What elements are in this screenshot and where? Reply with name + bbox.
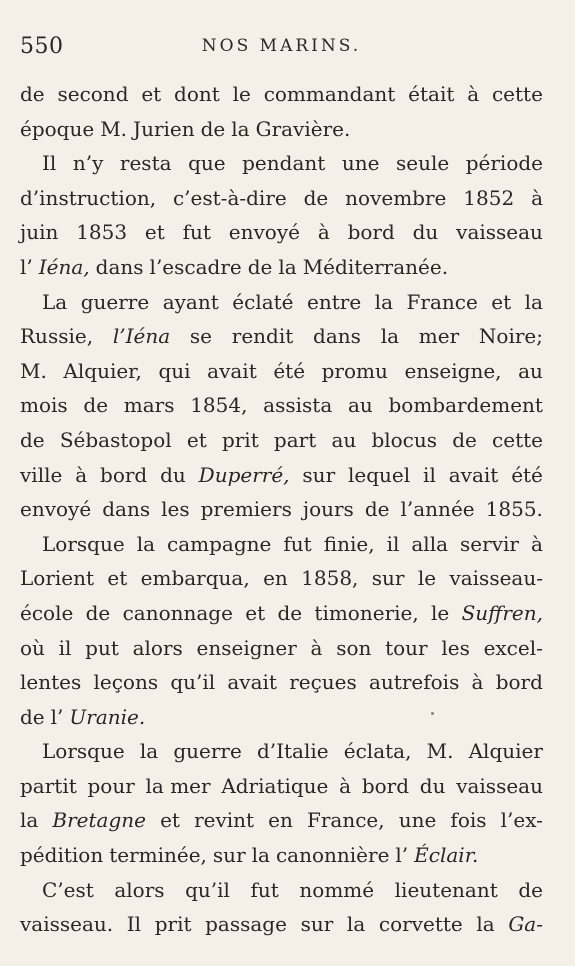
word: vaisseau [456,773,543,798]
word: Jurien [133,116,195,141]
text-line [20,77,543,112]
text-line [20,146,543,181]
word: Alquier [468,739,543,764]
word: école [20,600,74,625]
word: la [374,289,393,314]
word: qu’il [185,877,230,902]
word: lieutenant [394,877,498,902]
word: de [247,254,273,279]
word: canonnière [275,843,390,868]
word: mois [20,393,68,418]
word: de [20,427,45,452]
word: sur [302,462,336,487]
word: la [476,912,495,937]
word: fut [250,877,279,902]
word: avait [448,462,499,487]
text-line [20,769,543,804]
page-number: 550 [20,34,64,59]
word: nommé [299,877,375,902]
italic-word: Iéna, [38,254,90,279]
word: lentes [20,670,82,695]
word: et [160,808,180,833]
text-line [20,388,543,423]
word: été [273,358,306,383]
word: servir [460,531,519,556]
word: bombardement [388,393,543,418]
text-line [20,250,543,285]
word: second [57,82,129,106]
word: de [200,116,226,141]
word: mer [418,324,460,349]
italic-word: Bretagne [52,808,146,833]
word: jours [302,497,354,522]
word: de [20,82,45,106]
word: 1853 [76,220,128,245]
italic-word: l’Iéna [112,324,171,349]
italic-word: Suffren, [461,600,543,625]
word: cette [492,427,543,452]
word: la [139,739,159,764]
word: La [42,289,68,314]
word: de [83,393,109,418]
word: partit [20,773,77,798]
word: en [268,808,293,833]
word: période [465,151,543,176]
word: l’année [400,497,475,522]
word: la [20,808,39,833]
word: guerre [80,289,150,314]
word: seule [395,151,450,176]
word: la [278,254,297,279]
word: les [161,497,190,522]
word: juin [20,220,59,245]
word: lequel [348,462,411,487]
word: de [20,704,45,729]
word: rendit [231,324,294,349]
word: dont [174,82,220,106]
word: et [107,566,128,591]
text-line [20,181,543,216]
word: l’ex- [500,808,543,833]
word: enseigner [196,635,297,660]
word: où [20,635,45,660]
word: campagne [167,531,272,556]
word: alors [132,635,183,660]
word: reçues [289,670,357,695]
word: fois [450,808,487,833]
word: du [419,773,446,798]
word: put [85,635,119,660]
word: bord [495,670,543,695]
running-head [20,26,543,66]
word: guerre [173,739,242,764]
word: la [231,116,250,141]
word: 1852 [463,185,515,210]
text-line [20,492,543,527]
word: se [189,324,212,349]
text-line [20,285,543,320]
text-line [20,215,543,250]
word: l’ [395,843,409,868]
word: de [303,185,329,210]
word: M. [426,739,454,764]
word: resta [119,151,172,176]
word: avait [207,358,257,383]
word: époque [20,116,95,141]
word: de [452,427,477,452]
word: à [467,82,480,106]
word: bord [347,220,395,245]
word: sur [212,843,246,868]
word: et [141,82,162,106]
word: de [85,600,111,625]
text-line [20,631,543,666]
word: excel- [483,635,543,660]
word: Russie, [20,324,94,349]
word: du [412,220,439,245]
word: Lorsque [42,739,125,764]
word: leçons [93,670,159,695]
word: Noire; [478,324,543,349]
text-line [20,527,543,562]
word: Alquier, [63,358,142,383]
word: C’est [42,877,94,902]
word: qu’il [170,670,216,695]
word: pour [87,773,135,798]
word: blocus [371,427,438,452]
word: corvette [378,912,463,937]
word: terminée, [109,843,207,868]
ink-speck [431,712,434,715]
word: Sébastopol [59,427,172,452]
word: au [518,358,543,383]
italic-word: Ga- [508,912,543,937]
word: part [273,427,317,452]
word: et [186,427,207,452]
word: les [441,635,470,660]
word: et [144,220,165,245]
word: de [364,497,390,522]
word: vaisseau- [449,566,543,591]
word: à [531,185,543,210]
word: promu [321,358,388,383]
word: il [423,462,436,487]
word: Lorsque [42,531,125,556]
word: M. [100,116,128,141]
word: envoyé [228,220,300,245]
italic-word: Uranie. [69,704,146,729]
word: fut [283,531,312,556]
word: de [518,877,543,902]
word: la [136,531,156,556]
text-line [20,423,543,458]
word: M. [20,358,47,383]
word: le [431,600,450,625]
word: dans [313,324,361,349]
word: finie, [323,531,375,556]
word: timonerie, [314,600,419,625]
word: c’est-à-dire [172,185,287,210]
word: ville [20,462,63,487]
word: pédition [20,843,104,868]
word: 1854, [190,393,248,418]
word: sur [300,912,334,937]
word: le [417,566,437,591]
word: était [408,82,455,106]
text-line [20,907,543,942]
word: tour [385,635,428,660]
word: l’ [20,254,33,279]
word: alors [114,877,165,902]
word: Adriatique [221,773,329,798]
word: au [331,427,357,452]
word: pendant [242,151,326,176]
word: dans [102,497,151,522]
word: fut [182,220,211,245]
word: Gravière. [255,116,351,141]
word: la [524,289,543,314]
body-text [20,77,543,942]
word: vaisseau [456,220,543,245]
word: alla [411,531,449,556]
word: 1855. [485,497,543,522]
word: une [341,151,380,176]
word: mars [123,393,175,418]
word: Il [126,912,142,937]
word: du [160,462,186,487]
word: autrefois [368,670,460,695]
word: envoyé [20,497,92,522]
word: passage [205,912,287,937]
word: d’Italie [256,739,329,764]
word: ayant [162,289,219,314]
text-line [20,561,543,596]
running-title: NOS MARINS. [201,36,362,56]
text-line [20,112,543,147]
word: enseigne, [404,358,502,383]
word: à [471,670,484,695]
word: canonnage [122,600,233,625]
word: son [336,635,372,660]
word: il [58,635,72,660]
word: la [380,324,400,349]
word: la [346,912,366,937]
word: à [339,773,352,798]
word: assista [263,393,333,418]
word: bord [100,462,148,487]
text-line [20,700,543,735]
word: prit [154,912,192,937]
word: l’escadre [149,254,242,279]
word: entre [307,289,362,314]
word: d’instruction, [20,185,157,210]
word: prit [221,427,259,452]
italic-word: Éclair. [414,843,479,868]
word: dans [95,254,144,279]
word: Méditerranée. [302,254,449,279]
word: et [491,289,512,314]
word: Il [42,151,57,176]
word: au [347,393,373,418]
text-line [20,665,543,700]
word: à [75,462,88,487]
word: été [511,462,543,487]
word: la [251,843,270,868]
text-line [20,803,543,838]
word: premiers [200,497,292,522]
word: la mer [145,773,211,798]
word: avait [227,670,277,695]
text-line [20,734,543,769]
word: une [398,808,437,833]
italic-word: Duperré, [198,462,290,487]
word: vaisseau. [20,912,114,937]
word: novembre [345,185,447,210]
word: éclaté [232,289,294,314]
word: France, [306,808,385,833]
word: sur [371,566,405,591]
word: de [277,600,303,625]
word: en [263,566,288,591]
word: éclata, [343,739,412,764]
word: que [188,151,226,176]
word: France [406,289,478,314]
text-line [20,873,543,908]
text-line [20,319,543,354]
word: l’ [50,704,64,729]
word: n’y [72,151,104,176]
word: bord [361,773,410,798]
word: 1858, [301,566,359,591]
text-line [20,354,543,389]
word: cette [491,82,543,106]
word: à [317,220,330,245]
word: il [386,531,400,556]
word: qui [158,358,191,383]
text-line [20,596,543,631]
word: à [310,635,323,660]
word: embarqua, [140,566,250,591]
text-line [20,838,543,873]
word: commandant [263,82,396,106]
word: le [232,82,251,106]
word: à [530,531,543,556]
word: revint [194,808,255,833]
text-line [20,458,543,493]
word: Lorient [20,566,95,591]
word: et [245,600,266,625]
